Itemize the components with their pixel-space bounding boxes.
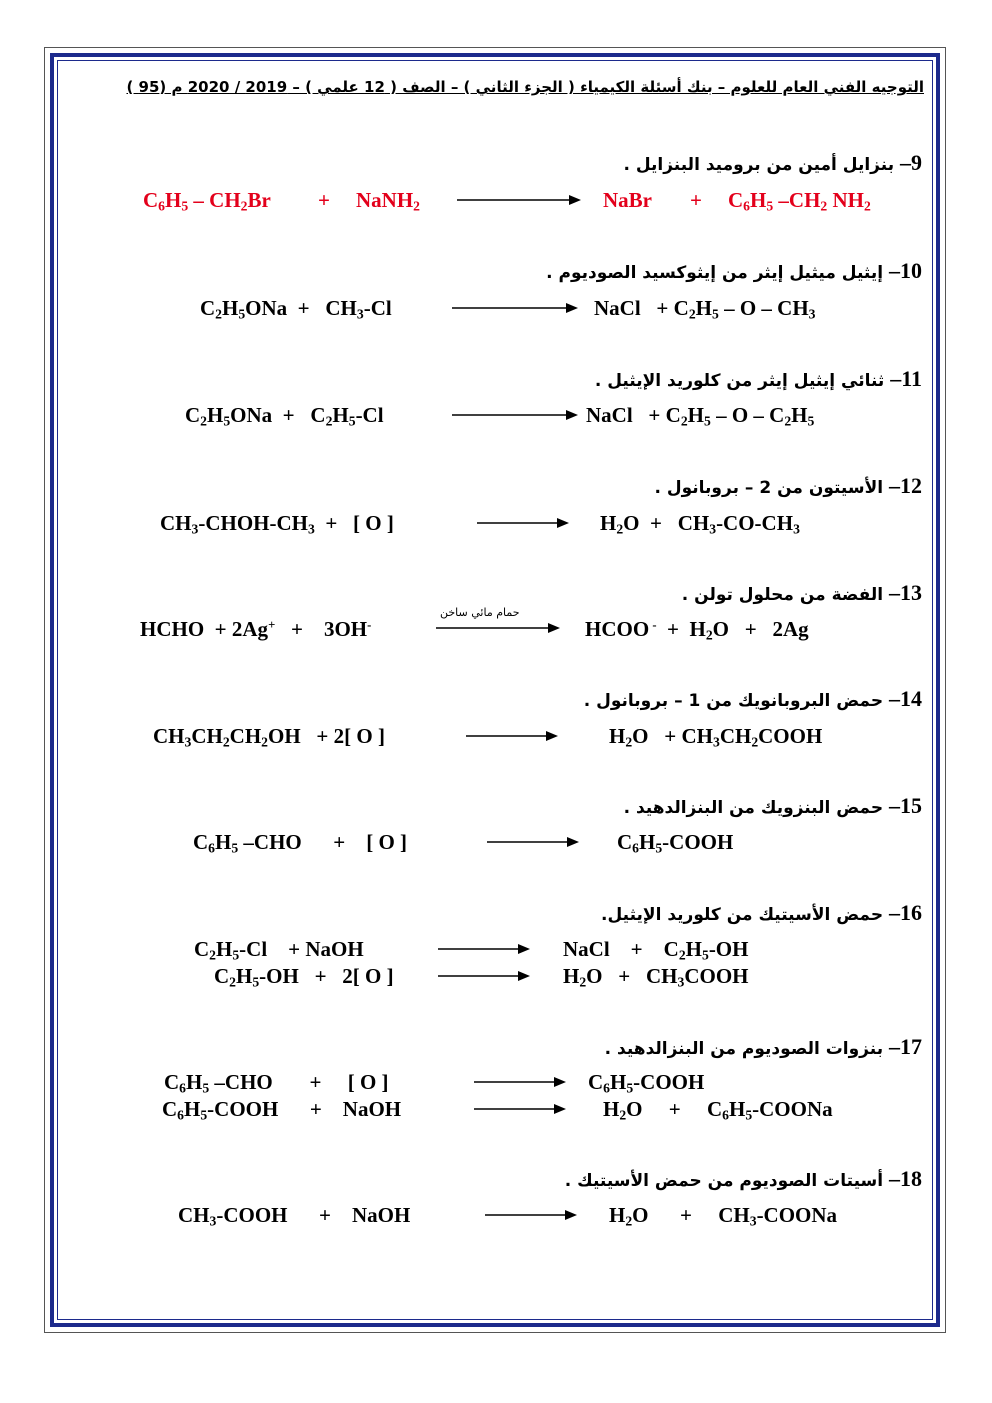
question-number: 15– bbox=[889, 793, 922, 818]
question-title: الأسيتون من 2 – بروبانول . bbox=[654, 478, 884, 498]
question-number: 9– bbox=[900, 150, 922, 175]
question-title: حمض الأسيتيك من كلوريد الإيثيل. bbox=[601, 905, 884, 925]
products-step-1: $C_6H_5$-COOH bbox=[588, 1070, 705, 1096]
arrow-icon bbox=[452, 409, 578, 421]
reactants: $CH_3$-COOH + NaOH bbox=[178, 1203, 411, 1229]
question-9 bbox=[623, 150, 922, 176]
reactant-2: NaNH$_2$ bbox=[356, 188, 420, 214]
reactants: $C_6H_5$ –CHO + [ O ] bbox=[193, 830, 408, 856]
question-title: أسيتات الصوديوم من حمض الأسيتيك . bbox=[564, 1171, 884, 1191]
question-title: ثنائي إيثيل إيثر من كلوريد الإيثيل . bbox=[594, 371, 885, 391]
products-step-1: NaCl + $C_2H_5-OH$ bbox=[563, 937, 749, 963]
question-title: حمض البنزويك من البنزالدهيد . bbox=[623, 798, 884, 818]
question-number: 18– bbox=[889, 1166, 922, 1191]
products: HCOO $^- + H_2O + 2Ag$ bbox=[585, 617, 809, 643]
products: $H_2O + CH_3-CO-CH_3$ bbox=[600, 511, 800, 537]
question-number: 12– bbox=[889, 473, 922, 498]
product-2: $C_6H_5$ $-CH_2$ $NH_2$ bbox=[728, 188, 871, 214]
products: NaCl + $C_2H_5$ – O – $CH_3$ bbox=[594, 296, 816, 322]
question-title: بنزوات الصوديوم من البنزالدهيد . bbox=[604, 1039, 884, 1059]
question-number: 10– bbox=[889, 258, 922, 283]
plus-sign: + bbox=[318, 188, 330, 212]
product: $C_6H_5$-COOH bbox=[617, 830, 734, 856]
arrow-icon bbox=[457, 194, 581, 206]
products: $H_2O$ + $CH_3$-COONa bbox=[609, 1203, 838, 1229]
question-number: 16– bbox=[889, 900, 922, 925]
question-number: 14– bbox=[889, 686, 922, 711]
question-number: 13– bbox=[889, 580, 922, 605]
reactants-step-1: $C_2H_5-Cl$ + NaOH bbox=[194, 937, 364, 963]
product-1: NaBr bbox=[603, 188, 652, 212]
arrow-icon bbox=[436, 622, 560, 634]
arrow-icon bbox=[485, 1209, 577, 1221]
question-18 bbox=[565, 1166, 922, 1192]
question-number: 11– bbox=[890, 366, 922, 391]
products: NaCl + $C_2H_5$ – O – $C_2H_5$ bbox=[586, 403, 815, 429]
products-step-2: $H_2O$ + $CH_3COOH$ bbox=[563, 964, 749, 990]
question-14 bbox=[584, 686, 922, 712]
products: $H_2O$ + $CH_3CH_2COOH$ bbox=[609, 724, 823, 750]
arrow-icon bbox=[474, 1103, 566, 1115]
arrow-icon bbox=[452, 302, 578, 314]
arrow-icon bbox=[474, 1076, 566, 1088]
question-title: بنزايل أمين من بروميد البنزايل . bbox=[623, 155, 895, 175]
question-title: إيثيل ميثيل إيثر من إيثوكسيد الصوديوم . bbox=[546, 263, 884, 283]
arrow-icon bbox=[438, 970, 530, 982]
reactants: $C_2H_5ONa + C_2H_5-Cl$ bbox=[185, 403, 384, 429]
question-12 bbox=[655, 473, 923, 499]
question-15 bbox=[624, 793, 922, 819]
reactants-step-2: $C_6H_5$-COOH + NaOH bbox=[162, 1097, 402, 1123]
arrow-icon bbox=[466, 730, 558, 742]
plus-sign: + bbox=[690, 188, 702, 212]
question-title: حمض البروبانويك من 1 – بروبانول . bbox=[583, 691, 884, 711]
reactants-step-2: $C_2H_5-OH + 2$[ O ] bbox=[214, 964, 394, 990]
question-10 bbox=[546, 258, 922, 284]
arrow-icon bbox=[438, 943, 530, 955]
reactant-1: $C_2H_5ONa + CH_3-Cl$ bbox=[200, 296, 392, 322]
reactants: $CH_3CH_2CH_2OH + 2$[ O ] bbox=[153, 724, 385, 750]
reactant-1: $C_6H_5 - CH_2Br$ bbox=[143, 188, 271, 214]
question-11 bbox=[595, 366, 922, 392]
reactants: HCHO + 2Ag+ + 3OH- bbox=[140, 617, 372, 641]
question-number: 17– bbox=[889, 1034, 922, 1059]
reaction-condition: حمام مائي ساخن bbox=[440, 606, 520, 619]
reactants: $CH_3-CHOH-CH_3$ + [ O ] bbox=[160, 511, 394, 537]
question-13 bbox=[682, 580, 922, 606]
products-step-2: $H_2O$ + $C_6H_5$-COONa bbox=[603, 1097, 833, 1123]
question-title: الفضة من محلول تولن . bbox=[681, 585, 884, 605]
question-17 bbox=[605, 1034, 922, 1060]
arrow-icon bbox=[487, 836, 579, 848]
question-16 bbox=[601, 900, 922, 926]
reactants-step-1: $C_6H_5$ –CHO + [ O ] bbox=[164, 1070, 389, 1096]
page-header: التوجيه الفني العام للعلوم – بنك أسئلة الكيمياء ( الجزء الثاني ) – الصف ( 12 علمي ) – 2019 / 2020 م (95 ) bbox=[126, 78, 924, 96]
arrow-icon bbox=[477, 517, 569, 529]
